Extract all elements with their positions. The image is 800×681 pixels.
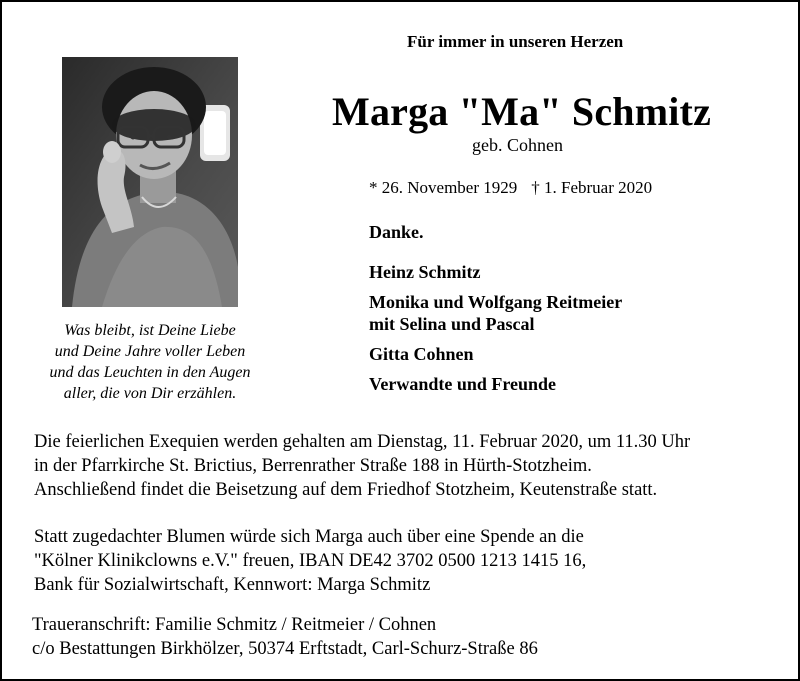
- thanks-note: Danke.: [369, 222, 424, 242]
- memorial-verse: [30, 320, 270, 404]
- portrait-image: [62, 57, 238, 307]
- mourner-name: Verwandte und Freunde: [369, 374, 557, 394]
- donation-line: "Kölner Klinikclowns e.V." freuen, IBAN DE42 3702 0500 1213 1415 16,: [34, 551, 587, 571]
- donation-info: [34, 525, 586, 597]
- mourning-address: [32, 613, 538, 661]
- mourner-name: Monika und Wolfgang Reitmeier: [369, 292, 623, 312]
- address-line: c/o Bestattungen Birkhölzer, 50374 Erftstadt, Carl-Schurz-Straße 86: [32, 639, 538, 659]
- donation-line: Statt zugedachter Blumen würde sich Marga auch über eine Spende an die: [34, 527, 584, 547]
- mourner-group: [369, 291, 622, 335]
- address-line: Traueranschrift: Familie Schmitz / Reitmeier / Cohnen: [32, 615, 437, 635]
- mourners-list: [369, 261, 622, 403]
- death-date: † 1. Februar 2020: [531, 178, 653, 197]
- mourner-name: Gitta Cohnen: [369, 344, 474, 364]
- service-line: Anschließend findet die Beisetzung auf dem Friedhof Stotzheim, Keutenstraße statt.: [34, 480, 658, 500]
- funeral-service-info: [34, 430, 690, 502]
- headline: Für immer in unseren Herzen: [407, 32, 624, 51]
- mourner-name: Heinz Schmitz: [369, 262, 481, 282]
- verse-line: aller, die von Dir erzählen.: [63, 385, 237, 402]
- mourner-group: [369, 343, 622, 365]
- service-line: Die feierlichen Exequien werden gehalten am Dienstag, 11. Februar 2020, um 11.30 Uhr: [34, 432, 691, 452]
- life-dates: [369, 178, 652, 198]
- mourner-name: mit Selina und Pascal: [369, 314, 535, 334]
- verse-line: und Deine Jahre voller Leben: [54, 343, 246, 360]
- mourner-group: [369, 261, 622, 283]
- service-line: in der Pfarrkirche St. Brictius, Berrenrather Straße 188 in Hürth-Stotzheim.: [34, 456, 592, 476]
- deceased-name: Marga "Ma" Schmitz: [332, 89, 712, 134]
- verse-line: Was bleibt, ist Deine Liebe: [64, 322, 236, 339]
- birth-date: * 26. November 1929: [369, 178, 518, 197]
- donation-line: Bank für Sozialwirtschaft, Kennwort: Marga Schmitz: [34, 575, 431, 595]
- birth-name: geb. Cohnen: [472, 135, 563, 155]
- mourner-group: [369, 373, 622, 395]
- verse-line: und das Leuchten in den Augen: [49, 364, 251, 381]
- portrait-photo: [62, 57, 238, 307]
